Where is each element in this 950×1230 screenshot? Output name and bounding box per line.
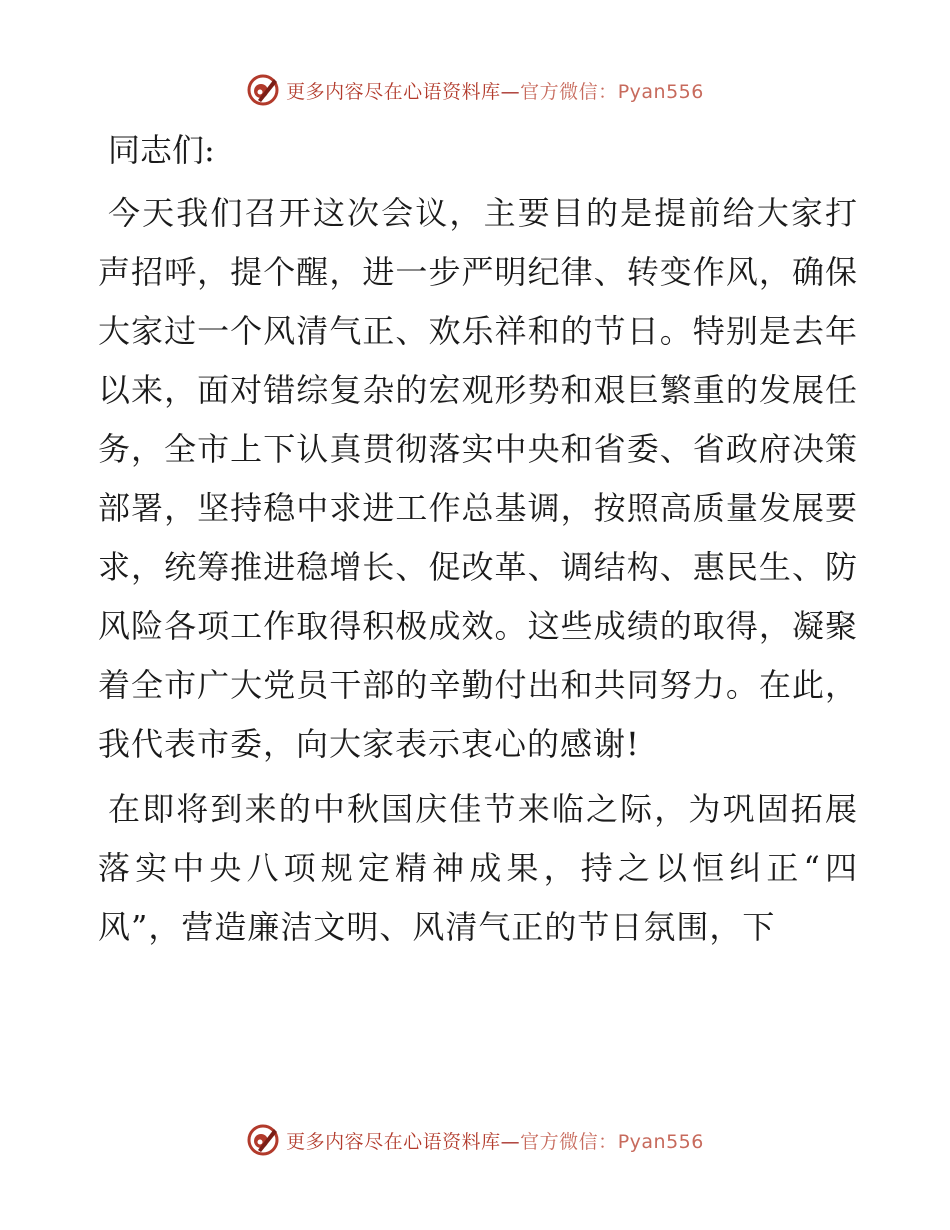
footer-wechat-label: 官方微信：	[520, 1130, 618, 1153]
header-watermark-text	[286, 77, 704, 104]
document-body	[98, 122, 858, 963]
salutation: 同志们:	[108, 131, 215, 169]
footer-watermark	[0, 1120, 950, 1160]
pen-logo-icon	[246, 73, 280, 107]
header-wechat-label: 官方微信：	[520, 80, 618, 103]
header-wechat-id: Pyan556	[617, 80, 704, 103]
paragraph-2: 在即将到来的中秋国庆佳节来临之际，为巩固拓展落实中央八项规定精神成果，持之以恒纠正“四风”，营造廉洁文明、风清气正的节日氛围，下	[98, 790, 858, 946]
header-watermark	[0, 70, 950, 110]
header-site-text: 更多内容尽在心语资料库	[286, 80, 501, 103]
footer-watermark-text	[286, 1127, 704, 1154]
footer-site-text: 更多内容尽在心语资料库	[286, 1130, 501, 1153]
pen-logo-icon	[246, 1123, 280, 1157]
paragraph-1: 今天我们召开这次会议，主要目的是提前给大家打声招呼，提个醒，进一步严明纪律、转变作风，确保大家过一个风清气正、欢乐祥和的节日。特别是去年以来，面对错综复杂的宏观形势和艰巨繁重的发展任务，全市上下认真贯彻落实中央和省委、省政府决策部署，坚持稳中求进工作总基调，按照高质量发展要求，统筹推进稳增长、促改革、调结构、惠民生、防风险各项工作取得积极成效。这些成绩的取得，凝聚着全市广大党员干部的辛勤付出和共同努力。在此，我代表市委，向大家表示衷心的感谢!	[98, 194, 858, 763]
footer-separator: —	[500, 1130, 521, 1153]
footer-wechat-id: Pyan556	[617, 1130, 704, 1153]
header-separator: —	[500, 80, 521, 103]
